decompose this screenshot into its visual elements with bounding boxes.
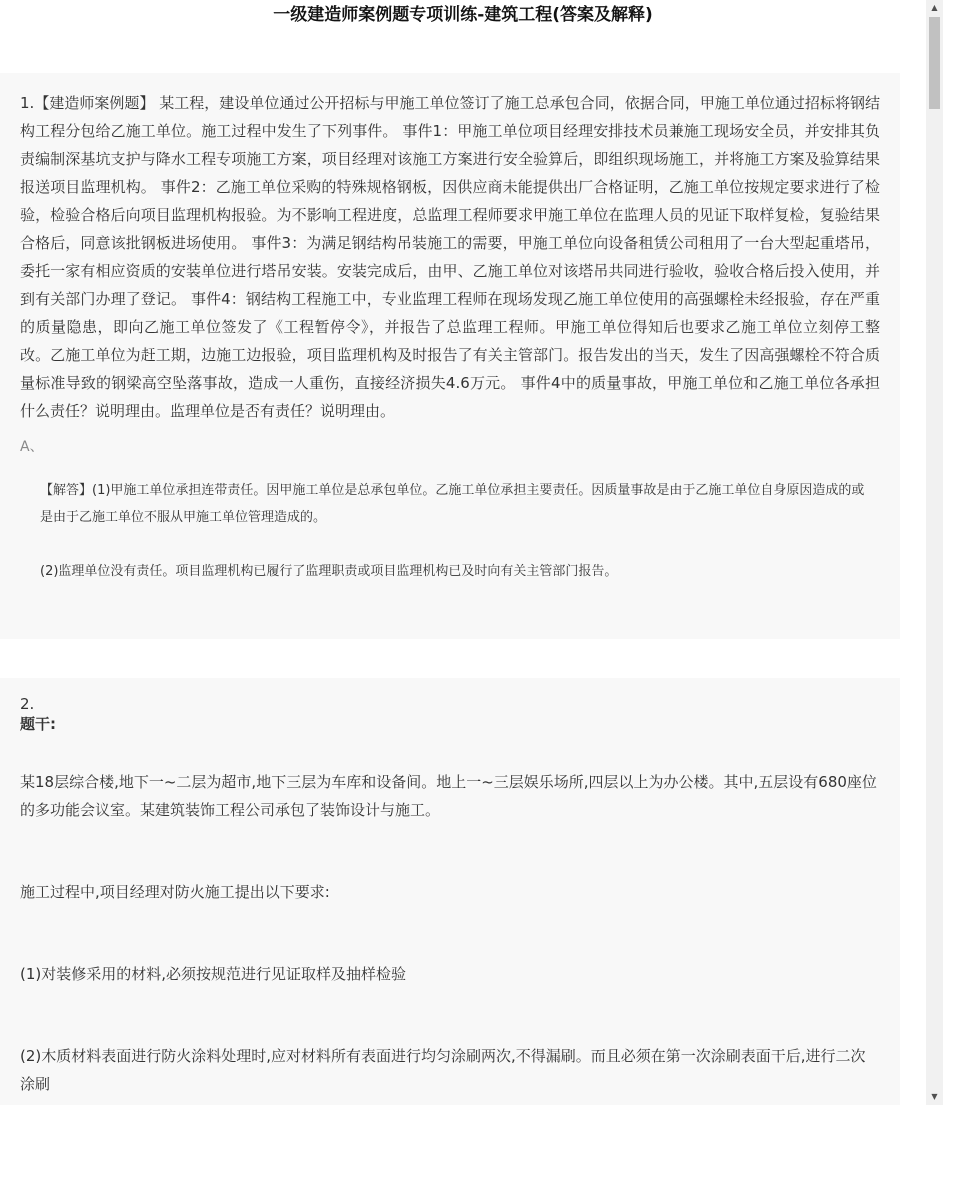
question-2-paragraph: 某18层综合楼,地下一~二层为超市,地下三层为车库和设备间。地上一~三层娱乐场所,四层以上为办公楼。其中,五层设有680座位的多功能会议室。某建筑装饰工程公司承包了装饰设计与施工。 — [20, 773, 877, 819]
question-2-stem-label: 题干: — [20, 715, 56, 733]
vertical-scrollbar[interactable] — [926, 0, 943, 1105]
question-card-2 — [0, 678, 900, 1105]
answer-block-1 — [20, 459, 880, 585]
question-1-text: 1.【建造师案例题】 某工程，建设单位通过公开招标与甲施工单位签订了施工总承包合同，依据合同，甲施工单位通过招标将钢结构工程分包给乙施工单位。施工过程中发生了下列事件。 事件1：甲施工单位项目经理安排技术员兼施工现场安全员，并安排其负责编制深基坑支护与降水工程专项施工方案，项目经理对该施工方案进行安全验算后，即组织现场施工，并将施工方案及验算结果报送项目监理机构。 事件2：乙施工单位采购的特殊规格钢板，因供应商未能提供出厂合格证明，乙施工单位按规定要求进行了检验，检验合格后向项目监理机构报验。为不影响工程进度，总监理工程师要求甲施工单位在监理人员的见证下取样复检，复验结果合格后，同意该批钢板进场使用。 事件3：为满足钢结构吊装施工的需要，甲施工单位向设备租赁公司租用了一台大型起重塔吊，委托一家有相应资质的安装单位进行塔吊安装。安装完成后，由甲、乙施工单位对该塔吊共同进行验收，验收合格后投入使用，并到有关部门办理了登记。 事件4：钢结构工程施工中，专业监理工程师在现场发现乙施工单位使用的高强螺栓未经报验，存在严重的质量隐患，即向乙施工单位签发了《工程暂停令》，并报告了总监理工程师。甲施工单位得知后也要求乙施工单位立刻停工整改。乙施工单位为赶工期，边施工边报验，项目监理机构及时报告了有关主管部门。报告发出的当天，发生了因高强螺栓不符合质量标准导致的钢梁高空坠落事故，造成一人重伤，直接经济损失4.6万元。 事件4中的质量事故，甲施工单位和乙施工单位各承担什么责任？说明理由。监理单位是否有责任？说明理由。 — [20, 94, 880, 420]
question-card-1 — [0, 73, 900, 639]
scroll-up-arrow-icon[interactable]: ▲ — [931, 3, 938, 12]
question-2-paragraph: (2)木质材料表面进行防火涂料处理时,应对材料所有表面进行均匀涂刷两次,不得漏刷。而且必须在第一次涂刷表面干后,进行二次涂刷 — [20, 1047, 866, 1093]
scrollbar-thumb[interactable] — [929, 17, 940, 109]
question-1-option-a[interactable]: A、 — [20, 439, 44, 455]
answer-paragraph: (2)监理单位没有责任。项目监理机构已履行了监理职责或项目监理机构已及时向有关主管部门报告。 — [40, 564, 618, 579]
question-2-number: 2. — [20, 695, 35, 713]
scroll-down-arrow-icon[interactable]: ▼ — [931, 1092, 938, 1101]
answer-paragraph: 【解答】(1)甲施工单位承担连带责任。因甲施工单位是总承包单位。乙施工单位承担主要责任。因质量事故是由于乙施工单位自身原因造成的或是由于乙施工单位不服从甲施工单位管理造成的。 — [40, 483, 865, 525]
question-2-paragraph: 施工过程中,项目经理对防火施工提出以下要求: — [20, 883, 330, 901]
question-2-paragraph: (1)对装修采用的材料,必须按规范进行见证取样及抽样检验 — [20, 965, 407, 983]
page-title: 一级建造师案例题专项训练-建筑工程(答案及解释) — [273, 5, 653, 25]
